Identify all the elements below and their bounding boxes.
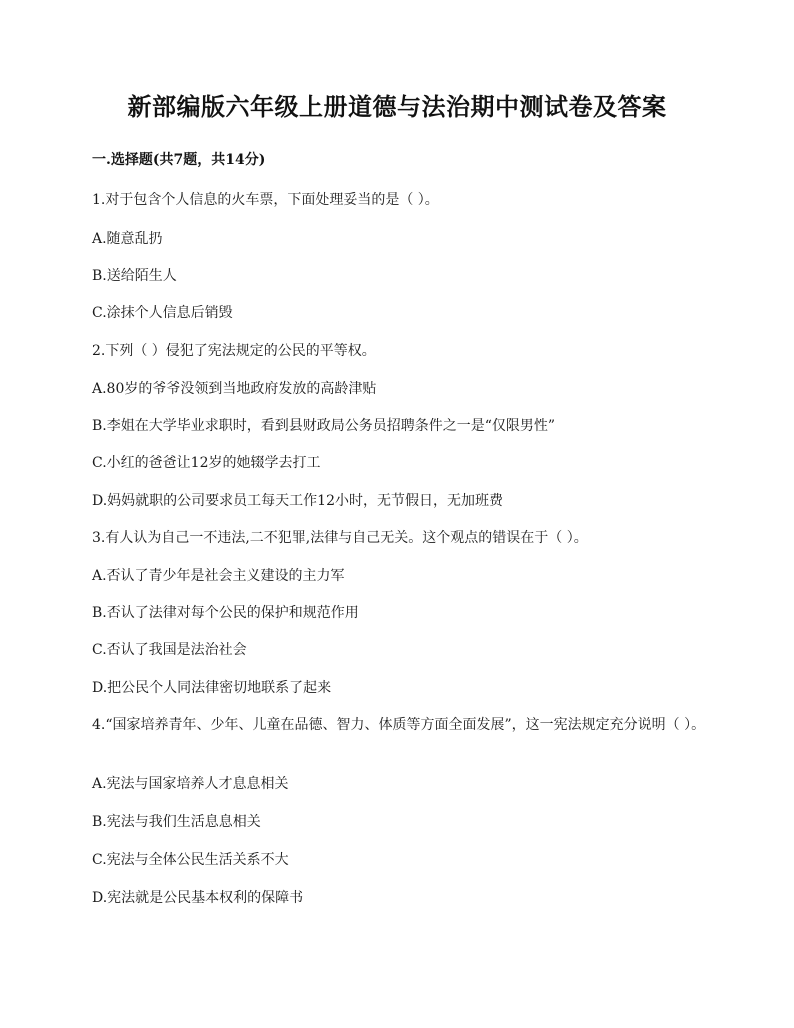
question-1-option-b: B.送给陌生人 [92, 268, 177, 284]
question-3-option-b: B.否认了法律对每个公民的保护和规范作用 [92, 605, 359, 621]
section-heading: 一.选择题(共7题，共14分) [92, 152, 266, 168]
question-2-option-b: B.李姐在大学毕业求职时，看到县财政局公务员招聘条件之一是“仅限男性” [92, 418, 556, 434]
question-1-stem: 1.对于包含个人信息的火车票，下面处理妥当的是（ ）。 [92, 192, 439, 208]
question-2-stem: 2.下列（ ）侵犯了宪法规定的公民的平等权。 [92, 343, 376, 359]
question-1-option-c: C.涂抹个人信息后销毁 [92, 305, 233, 321]
question-3-option-c: C.否认了我国是法治社会 [92, 642, 247, 658]
question-4-stem: 4.“国家培养青年、少年、儿童在品德、智力、体质等方面全面发展”，这一宪法规定充分说明（ ）。 [92, 717, 706, 733]
question-2-option-a: A.80岁的爷爷没领到当地政府发放的高龄津贴 [92, 381, 377, 397]
question-3-option-a: A.否认了青少年是社会主义建设的主力军 [92, 568, 345, 584]
question-4-option-a: A.宪法与国家培养人才息息相关 [92, 776, 289, 792]
question-3-option-d: D.把公民个人同法律密切地联系了起来 [92, 680, 332, 696]
question-1-option-a: A.随意乱扔 [92, 231, 163, 247]
question-3-stem: 3.有人认为自己一不违法,二不犯罪,法律与自己无关。这个观点的错误在于（ ）。 [92, 530, 588, 546]
question-4-option-d: D.宪法就是公民基本权利的保障书 [92, 890, 304, 906]
document-title: 新部编版六年级上册道德与法治期中测试卷及答案 [127, 92, 667, 121]
question-2-option-c: C.小红的爸爸让12岁的她辍学去打工 [92, 455, 321, 471]
question-2-option-d: D.妈妈就职的公司要求员工每天工作12小时，无节假日，无加班费 [92, 493, 503, 509]
question-4-option-c: C.宪法与全体公民生活关系不大 [92, 852, 289, 868]
question-4-option-b: B.宪法与我们生活息息相关 [92, 814, 261, 830]
